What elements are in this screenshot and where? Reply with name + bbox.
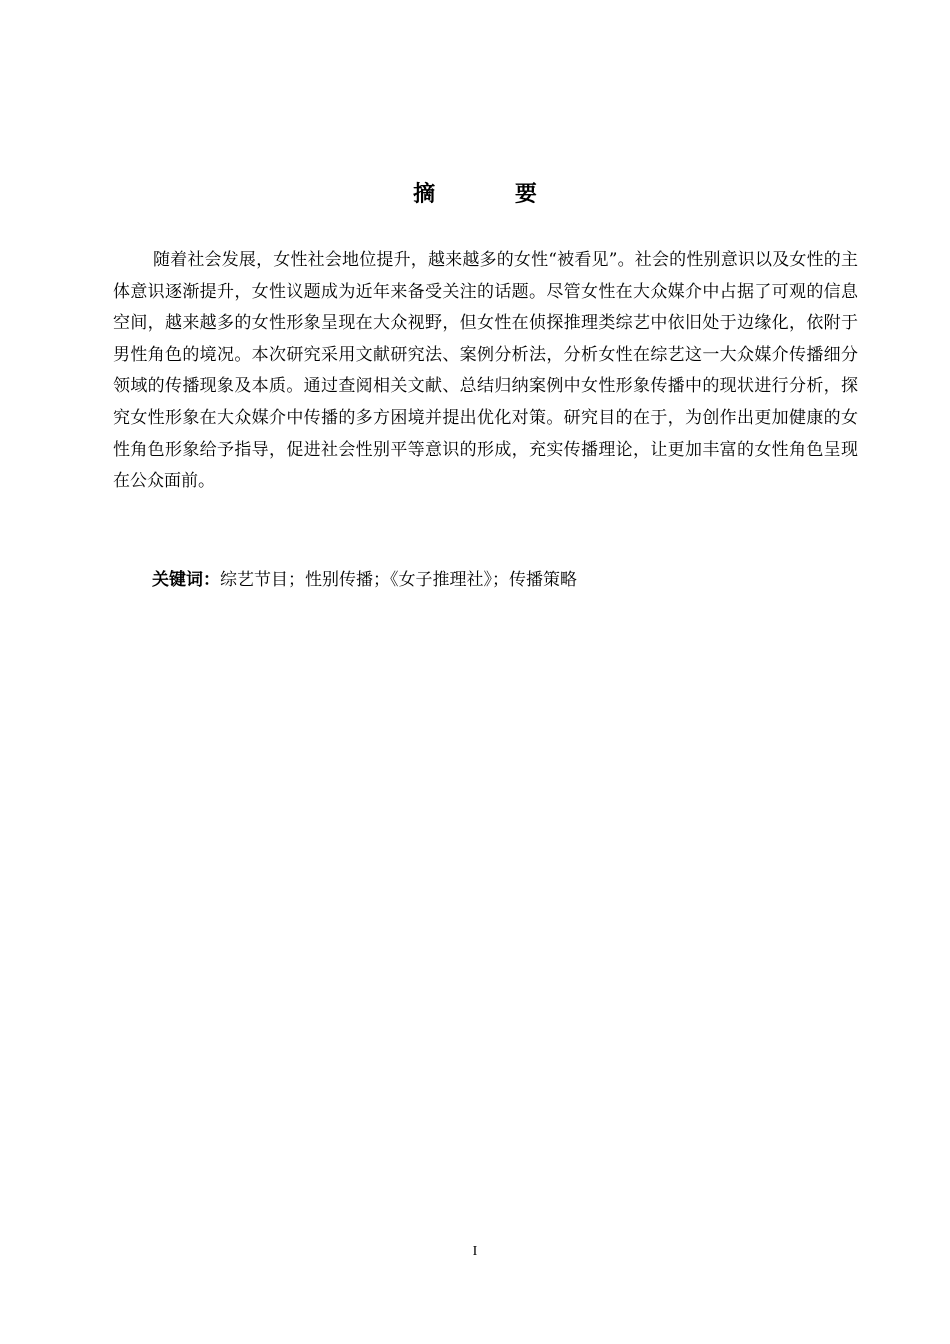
abstract-title: 摘 要 <box>413 182 573 207</box>
abstract-paragraph: 随着社会发展，女性社会地位提升，越来越多的女性“被看见”。社会的性别意识以及女性的主体意识逐渐提升，女性议题成为近年来备受关注的话题。尽管女性在大众媒介中占据了可观的信息空间，越来越多的女性形象呈现在大众视野，但女性在侦探推理类综艺中依旧处于边缘化，依附于男性角色的境况。本次研究采用文献研究法、案例分析法，分析女性在综艺这一大众媒介传播细分领域的传播现象及本质。通过查阅相关文献、总结归纳案例中女性形象传播中的现状进行分析，探究女性形象在大众媒介中传播的多方困境并提出优化对策。研究目的在于，为创作出更加健康的女性角色形象给予指导，促进社会性别平等意识的形成，充实传播理论，让更加丰富的女性角色呈现在公众面前。 <box>113 250 858 492</box>
keywords-label: 关键词： <box>152 570 220 590</box>
keywords-line <box>152 565 858 595</box>
keywords-text: 综艺节目；性别传播；《女子推理社》；传播策略 <box>220 570 577 590</box>
page-number: I <box>472 1244 478 1259</box>
